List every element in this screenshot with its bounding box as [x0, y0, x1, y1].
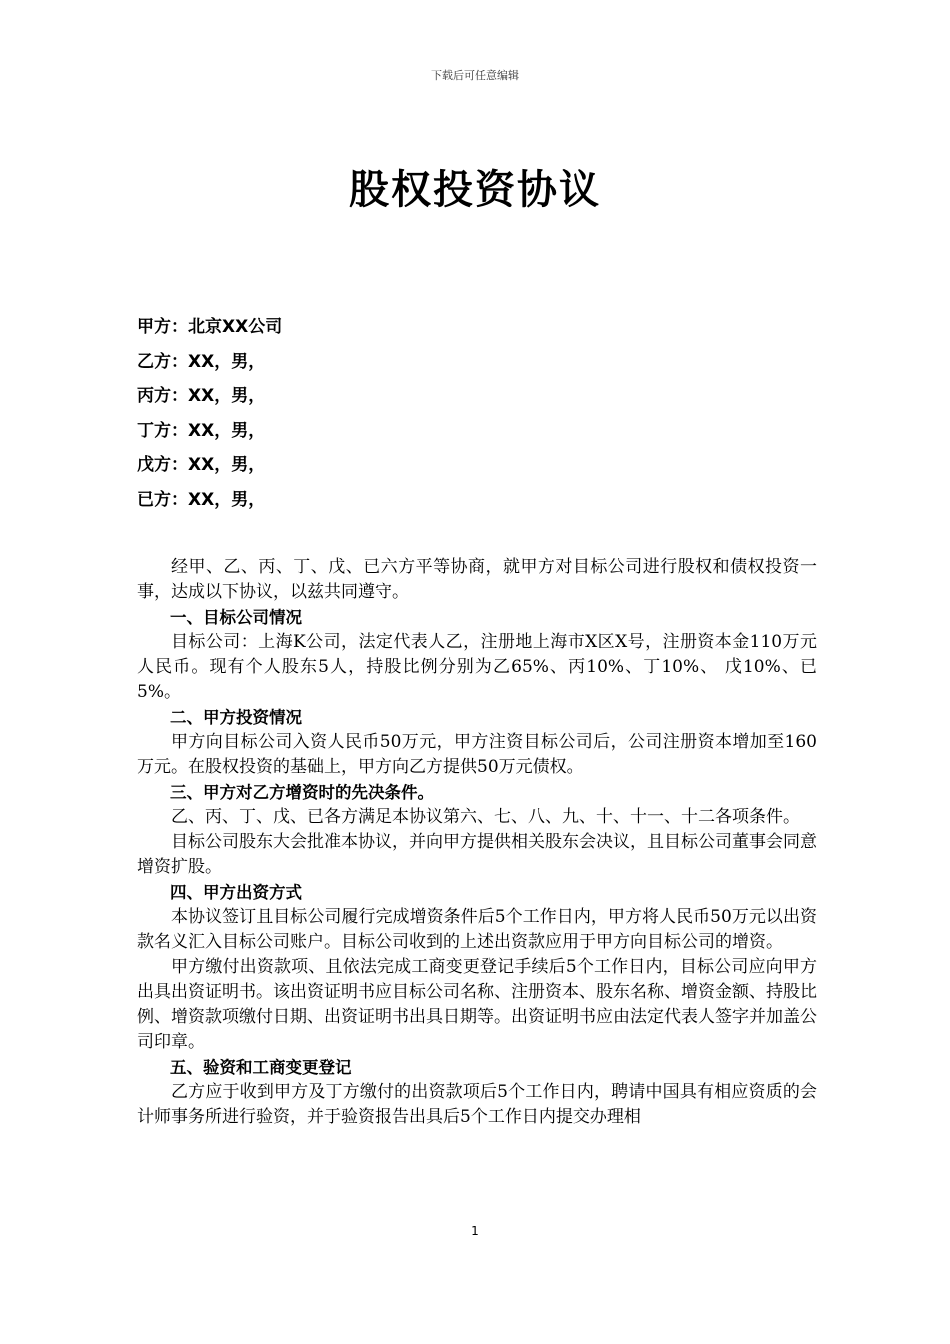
section-heading: 三、甲方对乙方增资时的先决条件。	[170, 783, 434, 802]
section-heading: 二、甲方投资情况	[170, 708, 302, 727]
section-heading: 五、验资和工商变更登记	[170, 1058, 352, 1077]
section-paragraph: 甲方向目标公司入资人民币50万元，甲方注资目标公司后，公司注册资本增加至160万元。在股权投资的基础上，甲方向乙方提供50万元债权。	[137, 732, 817, 777]
section-paragraph: 甲方缴付出资款项、且依法完成工商变更登记手续后5个工作日内，目标公司应向甲方出具出资证明书。该出资证明书应目标公司名称、注册资本、股东名称、增资金额、持股比例、增资款项缴付日期、出资证明书出具日期等。出资证明书应由法定代表人签字并加盖公司印章。	[137, 957, 817, 1052]
section-paragraph: 本协议签订且目标公司履行完成增资条件后5个工作日内，甲方将人民币50万元以出资款名义汇入目标公司账户。目标公司收到的上述出资款应用于甲方向目标公司的增资。	[137, 907, 817, 952]
document-title: 股权投资协议	[349, 167, 601, 213]
agreement-body	[137, 555, 817, 1130]
party-line: 丁方：XX，男，	[137, 420, 266, 441]
section-paragraph: 目标公司股东大会批准本协议，并向甲方提供相关股东会决议，且目标公司董事会同意增资扩股。	[137, 832, 817, 877]
section-paragraph: 乙方应于收到甲方及丁方缴付的出资款项后5个工作日内，聘请中国具有相应资质的会计师事务所进行验资，并于验资报告出具后5个工作日内提交办理相	[137, 1082, 817, 1127]
intro-paragraph: 经甲、乙、丙、丁、戊、已六方平等协商，就甲方对目标公司进行股权和债权投资一事，达成以下协议，以兹共同遵守。	[137, 557, 817, 602]
section-heading: 一、目标公司情况	[170, 608, 302, 627]
section-heading: 四、甲方出资方式	[170, 883, 302, 902]
section-paragraph: 乙、丙、丁、戊、已各方满足本协议第六、七、八、九、十、十一、十二各项条件。	[171, 807, 800, 827]
section-paragraph: 目标公司：上海K公司，法定代表人乙，注册地上海市X区X号，注册资本金110万元人民币。现有个人股东5人，持股比例分别为乙65%、丙10%、丁10%、 戊10%、已5%。	[137, 632, 817, 702]
page-number: 1	[471, 1224, 479, 1238]
header-note: 下载后可任意编辑	[431, 69, 519, 82]
party-line: 甲方：北京XX公司	[137, 317, 283, 337]
party-line: 已方：XX，男，	[137, 489, 266, 510]
party-list	[137, 316, 817, 523]
party-line: 戊方：XX，男，	[137, 455, 266, 475]
party-line: 乙方：XX，男，	[137, 351, 266, 372]
party-line: 丙方：XX，男，	[137, 386, 266, 406]
